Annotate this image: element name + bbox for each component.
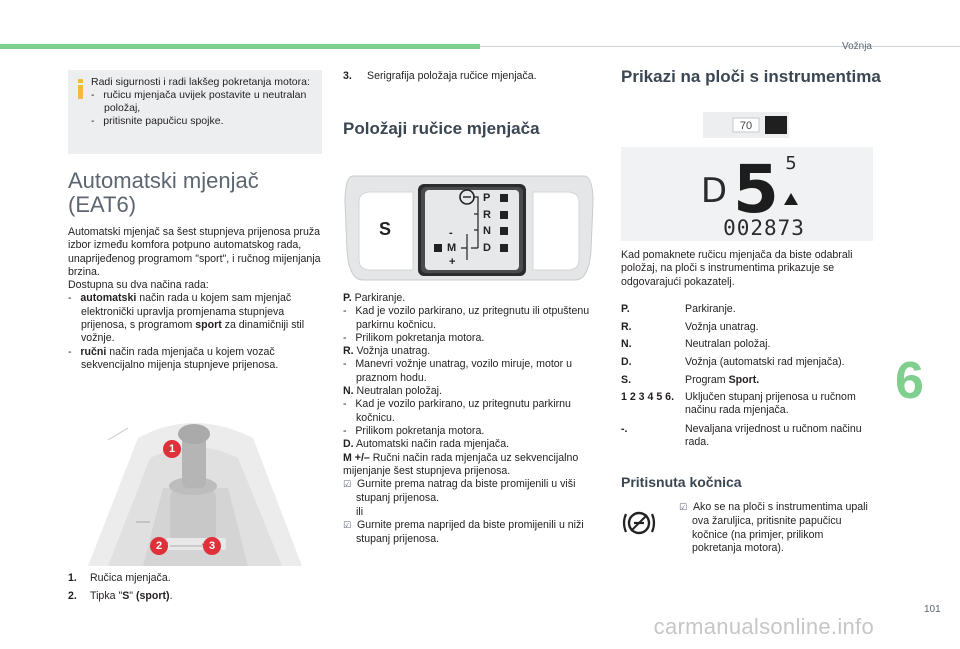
legend-row: D. Vožnja (automatski rad mjenjača).: [621, 356, 845, 368]
page-number: 101: [924, 604, 941, 615]
callout-2: 2: [150, 537, 168, 555]
caption-1: 1. Ručica mjenjača.: [68, 572, 171, 584]
gear-selector-panel: [343, 172, 594, 282]
top-display-value: 70: [739, 120, 753, 132]
mode-item: - automatski način rada u kojem sam mjenjač elektronički upravlja promjenama stupnjeva prijenosa, s programom sport za dinamičniji stil vožnje.: [68, 292, 305, 345]
gear-positions-text: [343, 292, 597, 547]
info-item: - ručicu mjenjača uvijek postavite u neutralan položaj,: [91, 89, 307, 114]
panel-n: N: [483, 225, 491, 237]
odometer: 002873: [723, 216, 805, 240]
position-p: P. Parkiranje.: [343, 292, 406, 304]
modes-label: Dostupna su dva načina rada:: [68, 279, 209, 292]
gear-big-digit: 5: [733, 151, 779, 228]
panel-r: R: [483, 209, 491, 221]
legend-row: S. Program Sport.: [621, 374, 760, 386]
header-bar: [0, 44, 480, 49]
info-text: [91, 76, 317, 128]
info-intro: Radi sigurnosti i radi lakšeg pokretanja motora:: [91, 76, 310, 88]
gear-indicator: D: [700, 171, 728, 211]
callout-1: 1: [163, 440, 181, 458]
list-item: - Kad je vozilo parkirano, uz pritegnutu ili otpuštenu parkirnu kočnicu.: [343, 305, 590, 331]
panel-p: P: [483, 192, 491, 204]
gear-small-digit: 5: [785, 153, 797, 174]
list-item: - Prilikom pokretanja motora.: [343, 331, 485, 344]
panel-minus: -: [449, 227, 453, 239]
position-d: D. Automatski način rada mjenjača.: [343, 438, 510, 451]
instrument-top-display: [703, 112, 789, 138]
legend-row: P. Parkiranje.: [621, 303, 736, 315]
info-icon: [77, 79, 86, 101]
panel-plus: +: [449, 256, 456, 268]
legend-row: -. Nevaljana vrijednost u ručnom načinu rada.: [621, 423, 862, 449]
position-r: R. Vožnja unatrag.: [343, 345, 431, 358]
brake-text: ☑ Ako se na ploči s instrumentima upali ova žaruljica, pritisnite papučicu kočnice (na primjer, prilikom pokretanja motora).: [679, 501, 868, 554]
list-item: ☑ Gurnite prema natrag da biste promijenili u viši stupanj prijenosa.: [343, 478, 576, 505]
list-item: - Prilikom pokretanja motora.: [343, 424, 485, 437]
list-item: ☑ Gurnite prema naprijed da biste promijenili u niži stupanj prijenosa.: [343, 519, 584, 546]
brake-warning-icon: [619, 503, 659, 543]
panel-s-label: S: [378, 219, 392, 239]
caption-3: 3. Serigrafija položaja ručice mjenjača.: [343, 70, 537, 82]
brake-heading: Pritisnuta kočnica: [621, 474, 742, 490]
info-item: - pritisnite papučicu spojke.: [91, 115, 224, 127]
position-n: N. Neutralan položaj.: [343, 385, 442, 398]
section-title: Vožnja: [841, 41, 872, 52]
list-item: - Manevri vožnje unatrag, vozilo miruje, motor u praznom hodu.: [343, 358, 573, 384]
legend-row: N. Neutralan položaj.: [621, 338, 771, 350]
callout-3: 3: [203, 537, 221, 555]
header-rule: [480, 46, 960, 47]
legend-row: R. Vožnja unatrag.: [621, 321, 759, 333]
section-heading: Automatski mjenjač (EAT6): [68, 168, 259, 217]
photo-caption: [68, 572, 322, 604]
intro-text: Automatski mjenjač sa šest stupnjeva prijenosa pruža izbor između komfora potpuno automatskog rada, unaprijeđenog programom "sport", i ručnog mijenjanja brzina.: [68, 226, 321, 278]
instrument-main-display: [621, 147, 873, 241]
chapter-number: 6: [895, 352, 924, 410]
instrument-heading: Prikazi na ploči s instrumentima: [621, 67, 881, 86]
caption-2: 2. Tipka "S" (sport).: [68, 590, 173, 603]
or-text: ili: [356, 505, 364, 518]
panel-d: D: [483, 242, 491, 254]
legend-row: 1 2 3 4 5 6. Uključen stupanj prijenosa u ručnom načinu rada mjenjača.: [621, 391, 856, 417]
gear-lever-photo: [68, 418, 322, 566]
mode-item: - ručni način rada mjenjača u kojem vozač sekvencijalno mijenja stupnjeve prijenosa.: [68, 345, 279, 371]
position-m: M +/– Ručni način rada mjenjača uz sekvencijalno mijenjanje šest stupnjeva prijenosa.: [343, 451, 579, 477]
instrument-intro: Kad pomaknete ručicu mjenjača da biste odabrali položaj, na ploči s instrumentima prikazuje se odgovarajući pokazatelj.: [621, 249, 853, 288]
watermark: carmanualsonline.info: [653, 614, 874, 639]
gear-positions-heading: Položaji ručice mjenjača: [343, 119, 540, 138]
intro-paragraph: [68, 226, 322, 372]
panel-m: M: [447, 242, 457, 254]
list-item: - Kad je vozilo parkirano, uz pritegnutu parkirnu kočnicu.: [343, 398, 571, 424]
